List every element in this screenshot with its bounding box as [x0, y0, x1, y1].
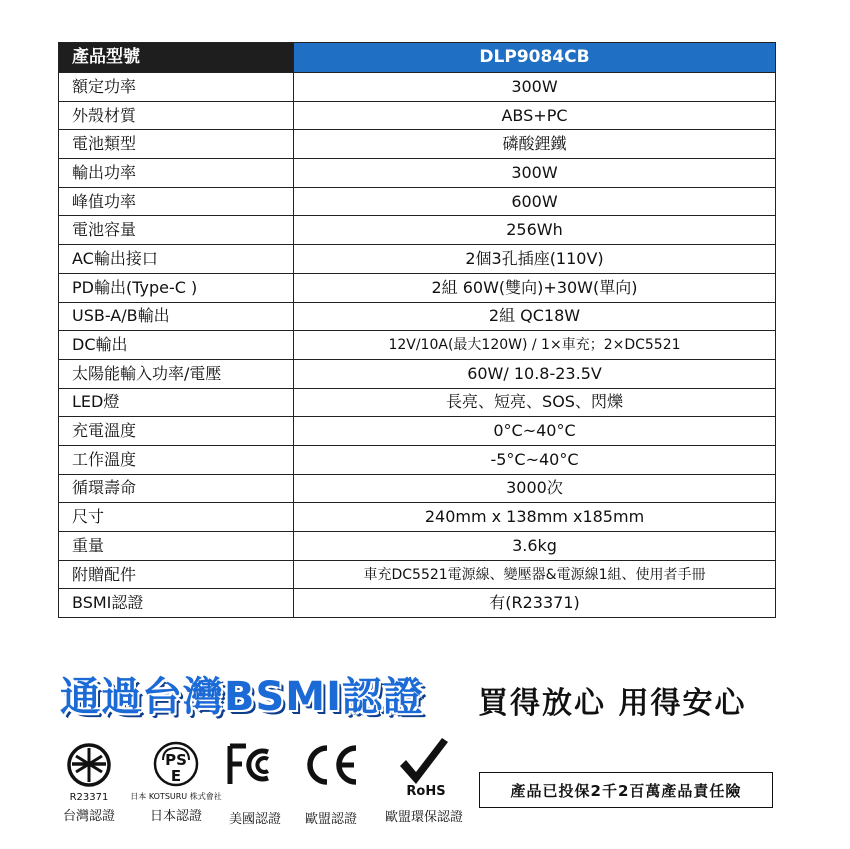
spec-value: ABS+PC	[294, 101, 776, 130]
bsmi-slogan	[60, 668, 424, 718]
slogan-sub-text: 買得放心 用得安心	[478, 686, 747, 721]
spec-value: 磷酸鋰鐵	[294, 130, 776, 159]
spec-row	[59, 159, 776, 188]
cert-eu-caption: 歐盟認證	[304, 812, 357, 827]
cert-usa-caption: 美國認證	[228, 812, 281, 827]
spec-value: 2組 60W(雙向)+30W(單向)	[294, 273, 776, 302]
spec-label: 工作溫度	[59, 445, 294, 474]
spec-row	[59, 187, 776, 216]
spec-row	[59, 273, 776, 302]
spec-label: PD輸出(Type-C )	[59, 273, 294, 302]
pse-maker: 日本 KOTSURU 株式會社	[130, 792, 222, 801]
spec-value: 有(R23371)	[294, 589, 776, 618]
fcc-mark-icon	[226, 742, 284, 788]
bsmi-mark-icon	[66, 742, 112, 788]
cert-rohs	[376, 736, 472, 825]
cert-eu	[296, 742, 366, 827]
spec-label: 電池類型	[59, 130, 294, 159]
svg-text:PS: PS	[165, 751, 187, 769]
spec-row	[59, 73, 776, 102]
spec-label: 重量	[59, 532, 294, 561]
spec-label: 外殼材質	[59, 101, 294, 130]
spec-row	[59, 101, 776, 130]
spec-row	[59, 589, 776, 618]
spec-row	[59, 532, 776, 561]
spec-value: 60W/ 10.8-23.5V	[294, 359, 776, 388]
spec-label: BSMI認證	[59, 589, 294, 618]
cert-taiwan	[52, 742, 126, 824]
spec-value: 256Wh	[294, 216, 776, 245]
rohs-logo-text: RoHS	[406, 784, 446, 798]
spec-label: 尺寸	[59, 503, 294, 532]
spec-value: 12V/10A(最大120W) / 1×車充；2×DC5521	[294, 331, 776, 360]
spec-label: 輸出功率	[59, 159, 294, 188]
spec-row	[59, 417, 776, 446]
spec-value: 3000次	[294, 474, 776, 503]
spec-row	[59, 359, 776, 388]
spec-value: -5°C~40°C	[294, 445, 776, 474]
spec-label: 循環壽命	[59, 474, 294, 503]
rohs-mark-icon	[394, 736, 454, 798]
spec-row	[59, 245, 776, 274]
spec-row	[59, 445, 776, 474]
spec-header-row	[59, 43, 776, 73]
spec-row	[59, 302, 776, 331]
bsmi-code: R23371	[69, 792, 109, 803]
spec-header-value: DLP9084CB	[294, 43, 776, 73]
slogan-main-text: 通過台灣BSMI認證	[60, 673, 424, 720]
spec-label: 額定功率	[59, 73, 294, 102]
spec-value: 0°C~40°C	[294, 417, 776, 446]
pse-mark-icon	[150, 740, 202, 790]
spec-value: 600W	[294, 187, 776, 216]
spec-value: 240mm x 138mm x185mm	[294, 503, 776, 532]
spec-value: 長亮、短亮、SOS、閃爍	[294, 388, 776, 417]
svg-text:E: E	[170, 767, 182, 785]
spec-label: 電池容量	[59, 216, 294, 245]
spec-label: DC輸出	[59, 331, 294, 360]
cert-japan	[128, 740, 224, 824]
spec-row	[59, 331, 776, 360]
spec-label: USB-A/B輸出	[59, 302, 294, 331]
spec-value: 300W	[294, 159, 776, 188]
insurance-note: 產品已投保2千2百萬產品責任險	[479, 772, 773, 808]
spec-label: 太陽能輸入功率/電壓	[59, 359, 294, 388]
spec-label: LED燈	[59, 388, 294, 417]
spec-label: 充電溫度	[59, 417, 294, 446]
ce-mark-icon	[300, 742, 362, 788]
cert-usa	[222, 742, 288, 827]
spec-header-label: 產品型號	[59, 43, 294, 73]
spec-row	[59, 560, 776, 589]
spec-label: 附贈配件	[59, 560, 294, 589]
cert-japan-caption: 日本認證	[149, 809, 202, 824]
spec-row	[59, 388, 776, 417]
spec-table	[58, 42, 776, 618]
spec-label: 峰值功率	[59, 187, 294, 216]
spec-value: 2組 QC18W	[294, 302, 776, 331]
spec-row	[59, 130, 776, 159]
spec-value: 2個3孔插座(110V)	[294, 245, 776, 274]
spec-value: 3.6kg	[294, 532, 776, 561]
spec-label: AC輸出接口	[59, 245, 294, 274]
cert-rohs-caption: 歐盟環保認證	[384, 810, 463, 825]
spec-row	[59, 216, 776, 245]
spec-value: 車充DC5521電源線、變壓器&電源線1組、使用者手冊	[294, 560, 776, 589]
spec-value: 300W	[294, 73, 776, 102]
spec-row	[59, 503, 776, 532]
spec-row	[59, 474, 776, 503]
cert-taiwan-caption: 台灣認證	[62, 809, 115, 824]
